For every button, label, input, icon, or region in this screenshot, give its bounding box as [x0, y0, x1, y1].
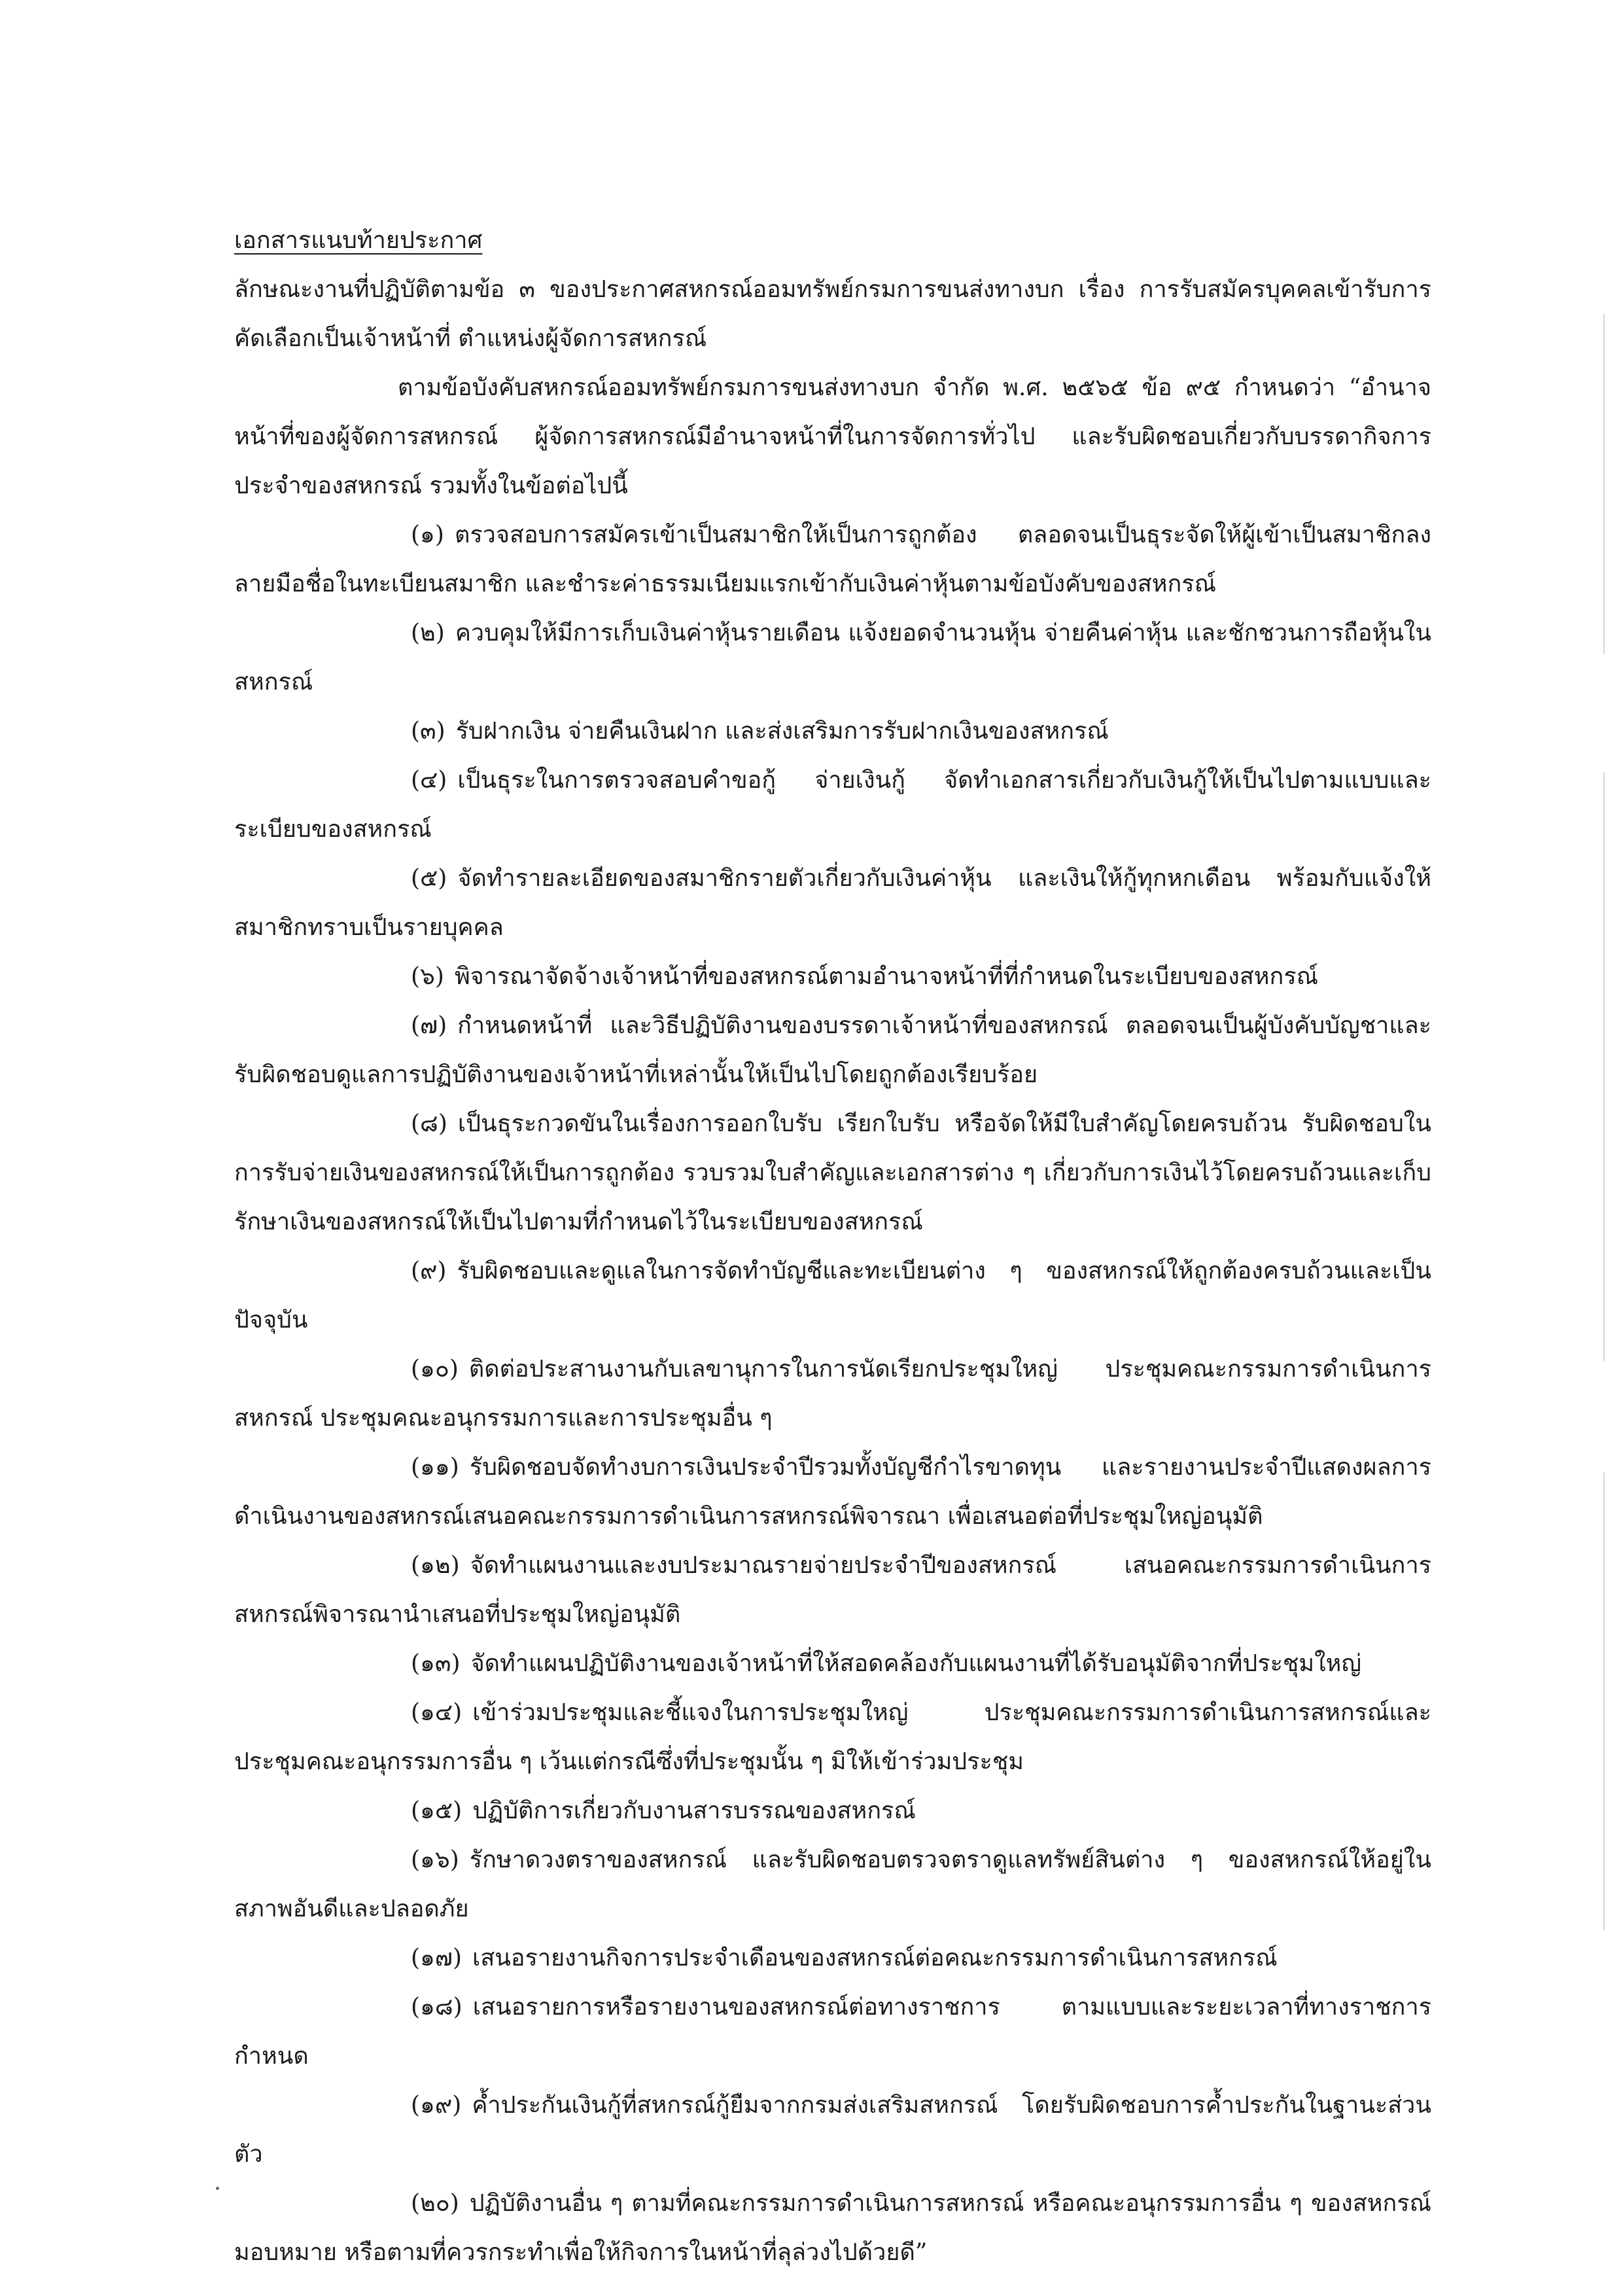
duty-item-number: (๑๑)	[411, 1454, 459, 1481]
duty-item	[234, 1688, 1431, 1786]
duty-item	[234, 1983, 1431, 2081]
duty-item-number: (๗)	[411, 1012, 447, 1039]
duty-item-number: (๑๒)	[411, 1552, 460, 1579]
scan-edge-mark	[1603, 314, 1605, 654]
duty-item	[234, 1345, 1431, 1443]
duty-item-number: (๖)	[411, 963, 444, 990]
duty-item-text: กำหนดหน้าที่ และวิธีปฏิบัติงานของบรรดาเจ้าหน้าที่ของสหกรณ์ ตลอดจนเป็นผู้บังคับบัญชาและรับผิดชอบดูแลการปฏิบัติงานของเจ้าหน้าที่เหล่านั้นให้เป็นไปโดยถูกต้องเรียบร้อย	[234, 1012, 1431, 1088]
duty-item	[234, 1001, 1431, 1099]
duty-item-text: ติดต่อประสานงานกับเลขานุการในการนัดเรียกประชุมใหญ่ ประชุมคณะกรรมการดำเนินการสหกรณ์ ประชุมคณะอนุกรรมการและการประชุมอื่น ๆ	[234, 1356, 1431, 1432]
duty-item-text: เสนอรายงานกิจการประจำเดือนของสหกรณ์ต่อคณะกรรมการดำเนินการสหกรณ์	[472, 1945, 1278, 1971]
duty-item-text: จัดทำรายละเอียดของสมาชิกรายตัวเกี่ยวกับเงินค่าหุ้น และเงินให้กู้ทุกหกเดือน พร้อมกับแจ้งให้สมาชิกทราบเป็นรายบุคคล	[234, 865, 1431, 941]
scan-edge-mark	[1603, 1472, 1605, 1930]
duty-item-number: (๑๓)	[411, 1650, 461, 1677]
duty-item	[234, 952, 1431, 1001]
duty-item	[234, 1934, 1431, 1983]
duty-item-text: เป็นธุระกวดขันในเรื่องการออกใบรับ เรียกใบรับ หรือจัดให้มีใบสำคัญโดยครบถ้วน รับผิดชอบในการรับจ่ายเงินของสหกรณ์ให้เป็นการถูกต้อง รวบรวมใบสำคัญและเอกสารต่าง ๆ เกี่ยวกับการเงินไว้โดยครบถ้วนและเก็บรักษาเงินของสหกรณ์ให้เป็นไปตามที่กำหนดไว้ในระเบียบของสหกรณ์	[234, 1110, 1431, 1235]
duty-item	[234, 1443, 1431, 1541]
duty-item	[234, 707, 1431, 756]
duty-item	[234, 1786, 1431, 1835]
duty-item-text: เป็นธุระในการตรวจสอบคำขอกู้ จ่ายเงินกู้ จัดทำเอกสารเกี่ยวกับเงินกู้ให้เป็นไปตามแบบและระเบียบของสหกรณ์	[234, 767, 1431, 843]
duty-item-number: (๔)	[411, 767, 447, 794]
duty-item-number: (๑)	[411, 521, 444, 548]
duty-item-text: จัดทำแผนปฏิบัติงานของเจ้าหน้าที่ให้สอดคล้องกับแผนงานที่ได้รับอนุมัติจากที่ประชุมใหญ่	[470, 1650, 1362, 1677]
duty-item	[234, 1541, 1431, 1639]
duty-item-number: (๑๕)	[411, 1797, 462, 1824]
duty-item-number: (๑๖)	[411, 1846, 459, 1873]
duty-item-text: จัดทำแผนงานและงบประมาณรายจ่ายประจำปีของสหกรณ์ เสนอคณะกรรมการดำเนินการสหกรณ์พิจารณานำเสนอที่ประชุมใหญ่อนุมัติ	[234, 1552, 1431, 1628]
document-body	[234, 216, 1431, 2277]
duty-item-number: (๑๔)	[411, 1699, 462, 1726]
duty-item	[234, 510, 1431, 609]
duty-item-text: ปฏิบัติการเกี่ยวกับงานสารบรรณของสหกรณ์	[472, 1797, 916, 1824]
duty-item-text: รักษาดวงตราของสหกรณ์ และรับผิดชอบตรวจตราดูแลทรัพย์สินต่าง ๆ ของสหกรณ์ให้อยู่ในสภาพอันดีและปลอดภัย	[234, 1846, 1431, 1922]
duty-item-number: (๒)	[411, 620, 445, 646]
duty-item	[234, 1099, 1431, 1246]
duty-item	[234, 1246, 1431, 1345]
duty-item	[234, 854, 1431, 952]
duty-item	[234, 2179, 1431, 2277]
regulation-paragraph: ตามข้อบังคับสหกรณ์ออมทรัพย์กรมการขนส่งทางบก จำกัด พ.ศ. ๒๕๖๕ ข้อ ๙๕ กำหนดว่า “อำนาจหน้าที่ของผู้จัดการสหกรณ์ ผู้จัดการสหกรณ์มีอำนาจหน้าที่ในการจัดการทั่วไป และรับผิดชอบเกี่ยวกับบรรดากิจการประจำของสหกรณ์ รวมทั้งในข้อต่อไปนี้	[234, 374, 1431, 499]
document-heading: เอกสารแนบท้ายประกาศ	[234, 227, 483, 254]
duty-item-number: (๘)	[411, 1110, 447, 1137]
duty-item-number: (๒๐)	[411, 2190, 459, 2217]
intro-paragraph: ลักษณะงานที่ปฏิบัติตามข้อ ๓ ของประกาศสหกรณ์ออมทรัพย์กรมการขนส่งทางบก เรื่อง การรับสมัครบุคคลเข้ารับการคัดเลือกเป็นเจ้าหน้าที่ ตำแหน่งผู้จัดการสหกรณ์	[234, 276, 1431, 352]
duty-item	[234, 1639, 1431, 1688]
duty-item-text: ตรวจสอบการสมัครเข้าเป็นสมาชิกให้เป็นการถูกต้อง ตลอดจนเป็นธุระจัดให้ผู้เข้าเป็นสมาชิกลงลายมือชื่อในทะเบียนสมาชิก และชำระค่าธรรมเนียมแรกเข้ากับเงินค่าหุ้นตามข้อบังคับของสหกรณ์	[234, 521, 1431, 597]
duty-item-text: ควบคุมให้มีการเก็บเงินค่าหุ้นรายเดือน แจ้งยอดจำนวนหุ้น จ่ายคืนค่าหุ้น และชักชวนการถือหุ้นในสหกรณ์	[234, 620, 1431, 696]
duty-item-text: ปฏิบัติงานอื่น ๆ ตามที่คณะกรรมการดำเนินการสหกรณ์ หรือคณะอนุกรรมการอื่น ๆ ของสหกรณ์มอบหมาย หรือตามที่ควรกระทำเพื่อให้กิจการในหน้าที่ลุล่วงไปด้วยดี”	[234, 2190, 1431, 2266]
duty-item-text: พิจารณาจัดจ้างเจ้าหน้าที่ของสหกรณ์ตามอำนาจหน้าที่ที่กำหนดในระเบียบของสหกรณ์	[454, 963, 1319, 990]
duty-item-number: (๕)	[411, 865, 447, 892]
duty-item-number: (๑๘)	[411, 1994, 462, 2021]
duty-item-text: เสนอรายการหรือรายงานของสหกรณ์ต่อทางราชการ ตามแบบและระยะเวลาที่ทางราชการกำหนด	[234, 1994, 1431, 2070]
scan-speck	[216, 2187, 219, 2190]
scan-edge-mark	[1603, 772, 1605, 1361]
duty-item-number: (๑๗)	[411, 1945, 462, 1971]
duty-item-text: รับผิดชอบและดูแลในการจัดทำบัญชีและทะเบียนต่าง ๆ ของสหกรณ์ให้ถูกต้องครบถ้วนและเป็นปัจจุบัน	[234, 1258, 1431, 1333]
duty-item	[234, 2081, 1431, 2179]
duty-item	[234, 1835, 1431, 1934]
duty-item-text: เข้าร่วมประชุมและชี้แจงในการประชุมใหญ่ ประชุมคณะกรรมการดำเนินการสหกรณ์และประชุมคณะอนุกรรมการอื่น ๆ เว้นแต่กรณีซึ่งที่ประชุมนั้น ๆ มิให้เข้าร่วมประชุม	[234, 1699, 1431, 1775]
duty-item-text: รับฝากเงิน จ่ายคืนเงินฝาก และส่งเสริมการรับฝากเงินของสหกรณ์	[455, 718, 1109, 745]
duty-item-text: ค้ำประกันเงินกู้ที่สหกรณ์กู้ยืมจากกรมส่งเสริมสหกรณ์ โดยรับผิดชอบการค้ำประกันในฐานะส่วนตัว	[234, 2092, 1431, 2168]
duty-item-number: (๓)	[411, 718, 445, 745]
duty-item-number: (๑๙)	[411, 2092, 462, 2119]
duty-item-number: (๑๐)	[411, 1356, 459, 1383]
duty-item	[234, 609, 1431, 707]
duty-item-number: (๙)	[411, 1258, 447, 1284]
duty-item	[234, 756, 1431, 854]
duty-item-text: รับผิดชอบจัดทำงบการเงินประจำปีรวมทั้งบัญชีกำไรขาดทุน และรายงานประจำปีแสดงผลการดำเนินงานของสหกรณ์เสนอคณะกรรมการดำเนินการสหกรณ์พิจารณา เพื่อเสนอต่อที่ประชุมใหญ่อนุมัติ	[234, 1454, 1431, 1530]
